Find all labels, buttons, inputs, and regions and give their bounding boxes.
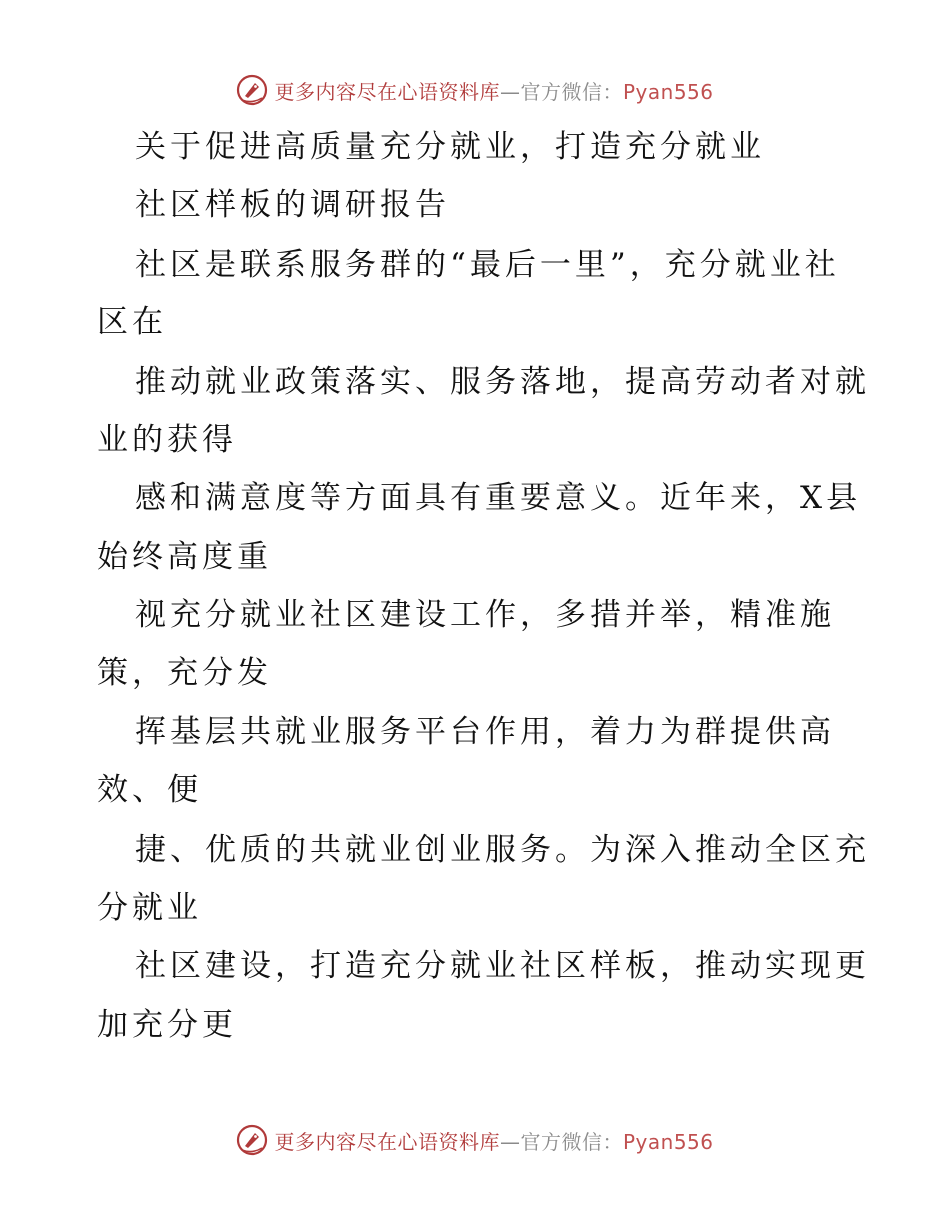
pen-nib-circle-icon: [236, 1124, 268, 1156]
doc-line: 社区是联系服务群的“最后一里”，充分就业社: [135, 247, 840, 283]
watermark-wechat-id: Pyan556: [622, 79, 714, 104]
doc-line: 推动就业政策落实、服务落地，提高劳动者对就: [135, 364, 870, 400]
doc-line: 始终高度重: [97, 539, 272, 575]
doc-line: 捷、优质的共就业创业服务。为深入推动全区充: [135, 832, 870, 868]
doc-line: 挥基层共就业服务平台作用，着力为群提供高: [135, 714, 835, 750]
doc-line: 感和满意度等方面具有重要意义。近年来，X县: [135, 480, 862, 516]
watermark-wechat-label: 官方微信：: [520, 1129, 623, 1154]
doc-line: 分就业: [97, 890, 202, 926]
doc-line: 加充分更: [97, 1007, 237, 1043]
watermark-wechat-id: Pyan556: [622, 1129, 714, 1154]
doc-line: 效、便: [97, 772, 202, 808]
doc-line: 社区样板的调研报告: [135, 187, 450, 223]
footer-watermark: [0, 1120, 950, 1160]
doc-line: 视充分就业社区建设工作，多措并举，精准施: [135, 597, 835, 633]
watermark-text: [274, 1126, 713, 1155]
watermark-site: 更多内容尽在心语资料库: [274, 1129, 500, 1154]
watermark-wechat-label: 官方微信：: [520, 79, 623, 104]
doc-line: 业的获得: [97, 422, 237, 458]
watermark-dash: —: [499, 79, 521, 104]
doc-line: 社区建设，打造充分就业社区样板，推动实现更: [135, 948, 870, 984]
watermark-dash: —: [499, 1129, 521, 1154]
watermark-site: 更多内容尽在心语资料库: [274, 79, 500, 104]
doc-line: 区在: [97, 304, 167, 340]
doc-line: 策，充分发: [97, 655, 272, 691]
doc-line: 关于促进高质量充分就业，打造充分就业: [135, 129, 765, 165]
